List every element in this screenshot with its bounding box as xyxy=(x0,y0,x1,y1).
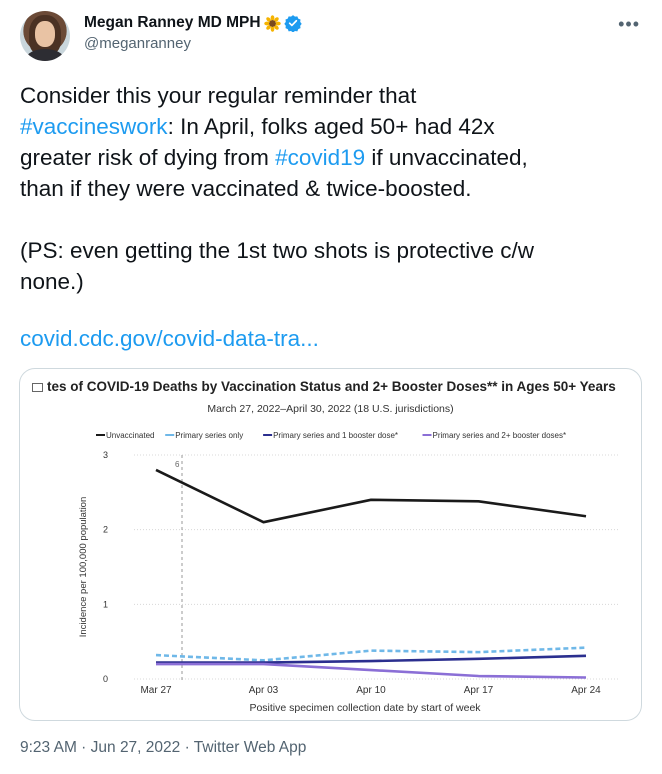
timestamp[interactable]: 9:23 AM · Jun 27, 2022 · Twitter Web App xyxy=(20,739,307,756)
chart-title: tes of COVID-19 Deaths by Vaccination Status and 2+ Booster Doses** in Ages 50+ Years xyxy=(20,379,641,394)
sunflower-icon xyxy=(264,15,281,32)
verified-badge-icon xyxy=(284,14,302,32)
legend-entry: Primary series only xyxy=(175,431,244,440)
y-axis-label: Incidence per 100,000 population xyxy=(78,496,89,638)
chart-subtitle: March 27, 2022–April 30, 2022 (18 U.S. jurisdictions) xyxy=(207,403,454,415)
avatar[interactable] xyxy=(20,11,70,61)
display-name[interactable]: Megan Ranney MD MPH xyxy=(84,14,261,31)
x-axis-label: Positive specimen collection date by start of week xyxy=(249,702,481,714)
x-tick-label: Apr 10 xyxy=(356,685,386,696)
tweet-header xyxy=(20,11,642,61)
hashtag-covid19[interactable]: #covid19 xyxy=(275,145,366,170)
legend-entry: Primary series and 1 booster dose* xyxy=(273,431,399,440)
line-chart xyxy=(20,369,642,721)
display-name-row[interactable] xyxy=(84,14,302,32)
legend-entry: Unvaccinated xyxy=(106,431,155,440)
x-tick-label: Apr 24 xyxy=(571,685,601,696)
x-tick-label: Mar 27 xyxy=(140,685,172,696)
author-names xyxy=(84,14,302,52)
more-options-icon[interactable]: ••• xyxy=(618,14,640,34)
tweet-line: greater risk of dying from #covid19 if unvaccinated, xyxy=(20,145,528,170)
x-tick-label: Apr 17 xyxy=(463,685,494,696)
tweet-line: Consider this your regular reminder that xyxy=(20,83,417,108)
tweet-line: (PS: even getting the 1st two shots is protective c/w xyxy=(20,238,534,263)
legend-entry: Primary series and 2+ booster doses* xyxy=(432,431,567,440)
y-tick-label: 2 xyxy=(102,524,108,535)
cdc-link[interactable]: covid.cdc.gov/covid-data-tra... xyxy=(20,326,319,351)
tweet-line: #vaccineswork: In April, folks aged 50+ had 42x xyxy=(20,114,495,139)
handle[interactable]: @meganranney xyxy=(84,35,191,52)
tweet-text xyxy=(20,80,640,297)
annotation-label: 6 xyxy=(175,460,180,469)
y-tick-label: 1 xyxy=(102,599,108,610)
hashtag-vaccineswork[interactable]: #vaccineswork xyxy=(20,114,168,139)
x-tick-label: Apr 03 xyxy=(248,685,279,696)
tweet-line: than if they were vaccinated & twice-boosted. xyxy=(20,176,472,201)
series-line xyxy=(156,664,586,677)
y-tick-label: 0 xyxy=(102,674,108,684)
tweet-line: none.) xyxy=(20,269,84,294)
y-tick-label: 3 xyxy=(102,450,108,460)
series-line xyxy=(156,470,586,522)
chart-image-card[interactable] xyxy=(19,368,642,721)
